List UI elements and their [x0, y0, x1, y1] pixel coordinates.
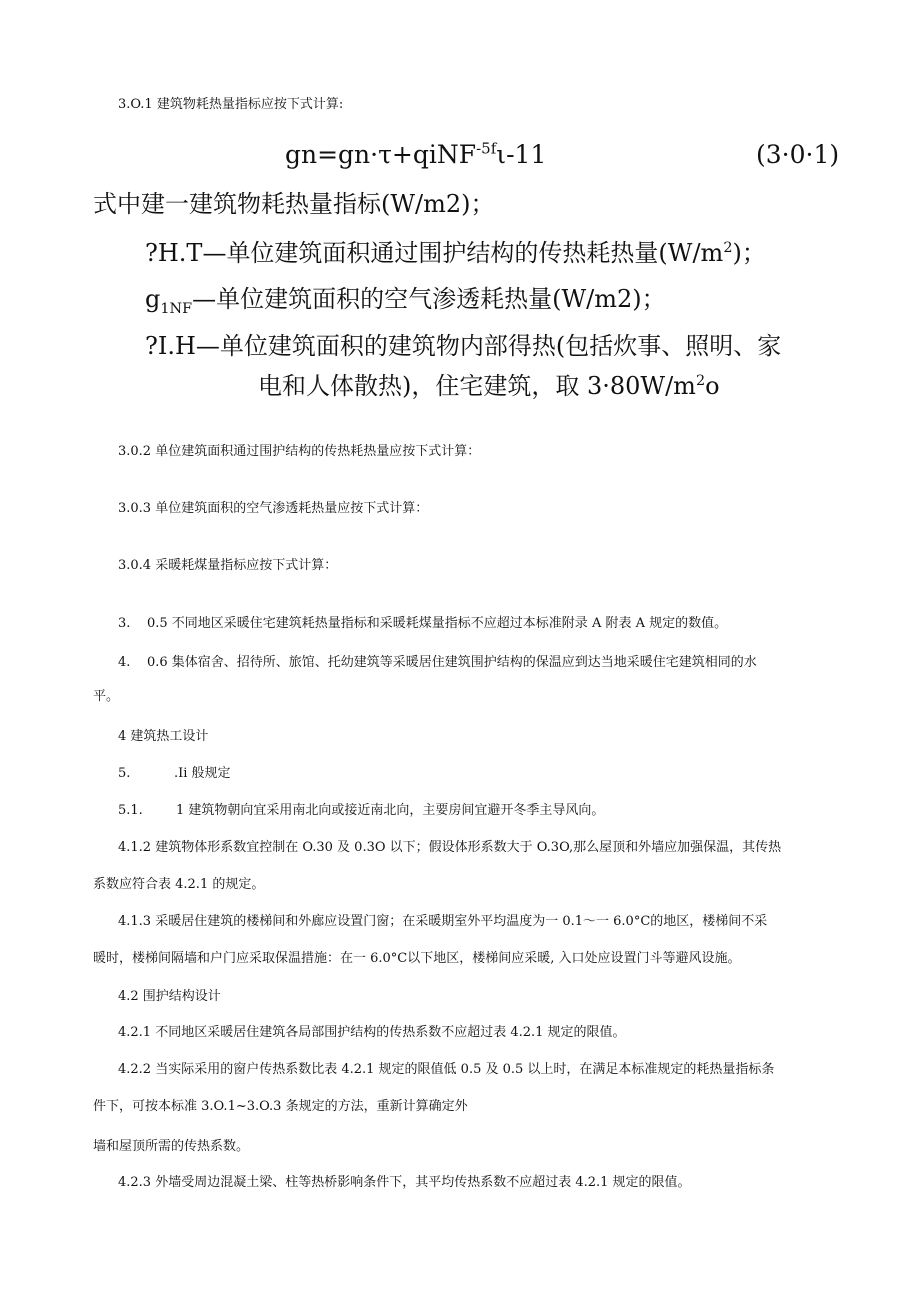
clause-4-2-2-continuation-2: 墙和屋顶所需的传热系数。 — [93, 1139, 250, 1154]
definition-ih-text: —单位建筑面积的建筑物内部得热(包括炊事、照明、家 — [195, 332, 782, 360]
definition-ht-label: ?H.T — [145, 239, 203, 267]
definition-inf — [145, 279, 666, 317]
formula-sup-2: f — [490, 139, 497, 158]
clause-3-0-5-text: 0.5 不同地区采暖住宅建筑耗热量指标和采暖耗煤量指标不应超过本标准附录 A 附表 A 规定的数值。 — [147, 616, 728, 631]
clause-3-0-5 — [118, 612, 727, 631]
clause-3-0-6-continuation: 平。 — [93, 689, 120, 704]
definition-inf-text: —单位建筑面积的空气渗透耗热量(W/m2)； — [192, 285, 666, 313]
clause-4-1-2-continuation: 系数应符合表 4.2.1 的规定。 — [93, 877, 265, 892]
clause-4-2-2: 4.2.2 当实际采用的窗户传热系数比表 4.2.1 规定的限值低 0.5 及 0.5 以上时，在满足本标准规定的耗热量指标条 — [118, 1062, 775, 1077]
clause-3-0-6-number: 4. — [118, 655, 131, 670]
definition-ih — [145, 326, 781, 361]
clause-4-2-3: 4.2.3 外墙受周边混凝土梁、柱等热桥影响条件下，其平均传热系数不应超过表 4.2.1 规定的限值。 — [118, 1175, 691, 1190]
clause-4-1-3-continuation: 暖时，楼梯间隔墙和户门应采取保温措施：在一 6.0°C以下地区，楼梯间应采暖, 入口处应设置门斗等避风设施。 — [93, 951, 741, 966]
definition-intro: 式中建一建筑物耗热量指标(W/m2)； — [93, 190, 495, 218]
clause-3-0-6 — [118, 651, 757, 670]
clause-3-0-3: 3.0.3 单位建筑面积的空气渗透耗热量应按下式计算： — [118, 501, 429, 516]
section-4-2-heading: 4.2 围护结构设计 — [118, 989, 221, 1004]
definition-ht — [145, 233, 766, 268]
clause-4-1-2: 4.1.2 建筑物体形系数宜控制在 O.30 及 0.3O 以下；假设体形系数大于 O.3O,那么屋顶和外墙应加强保温，其传热 — [118, 840, 782, 855]
clause-4-1-3: 4.1.3 采暖居住建筑的楼梯间和外廊应设置门窗；在采暖期室外平均温度为一 0.1～一 6.0°C的地区，楼梯间不采 — [118, 914, 768, 929]
section-4-1-title: .Ii 般规定 — [174, 766, 231, 781]
section-4-1-number: 5. — [118, 766, 131, 781]
definition-ih-cont-text: 电和人体散热)，住宅建筑，取 3·80W/m — [258, 372, 696, 400]
clause-4-1-1-number: 5.1. — [118, 803, 143, 818]
clause-3-0-5-number: 3. — [118, 616, 131, 631]
clause-4-2-2-continuation: 件下，可按本标准 3.O.1~3.O.3 条规定的方法，重新计算确定外 — [93, 1099, 468, 1114]
clause-3-0-6-text: 0.6 集体宿舍、招待所、旅馆、托幼建筑等采暖居住建筑围护结构的保温应到达当地采暖住宅建筑相同的水 — [147, 655, 757, 670]
definition-ht-text: —单位建筑面积通过围护结构的传热耗热量(W/m — [202, 239, 724, 267]
formula-sup-1: -5 — [476, 139, 491, 158]
clause-3-0-1: 3.O.1 建筑物耗热量指标应按下式计算: — [118, 97, 344, 112]
section-4-1-heading — [118, 762, 231, 781]
formula-number: (3·0·1) — [756, 140, 840, 169]
formula-tail: ι-11 — [496, 140, 547, 169]
clause-4-1-1 — [118, 799, 604, 818]
clause-3-0-4: 3.0.4 采暖耗煤量指标应按下式计算： — [118, 558, 338, 573]
clause-4-2-1: 4.2.1 不同地区采暖居住建筑各局部围护结构的传热系数不应超过表 4.2.1 规定的限值。 — [118, 1025, 626, 1040]
formula-main: gn=gn·τ+qiNF — [285, 140, 477, 169]
clause-4-1-1-text: 1 建筑物朝向宜采用南北向或接近南北向，主要房间宜避开冬季主导风向。 — [176, 803, 605, 818]
definition-inf-sub: 1NF — [160, 300, 193, 317]
definition-ih-continuation — [258, 366, 720, 401]
formula — [285, 140, 546, 169]
clause-3-0-2: 3.0.2 单位建筑面积通过围护结构的传热耗热量应按下式计算： — [118, 444, 481, 459]
definition-ih-sup: 2 — [695, 373, 706, 389]
definition-ih-end: o — [705, 372, 720, 400]
definition-ht-sup: 2 — [723, 240, 733, 256]
definition-ht-end: )； — [732, 239, 766, 267]
definition-inf-label: g — [145, 285, 161, 313]
definition-ih-label: ?I.H — [145, 332, 196, 360]
chapter-4-heading: 4 建筑热工设计 — [118, 729, 209, 744]
